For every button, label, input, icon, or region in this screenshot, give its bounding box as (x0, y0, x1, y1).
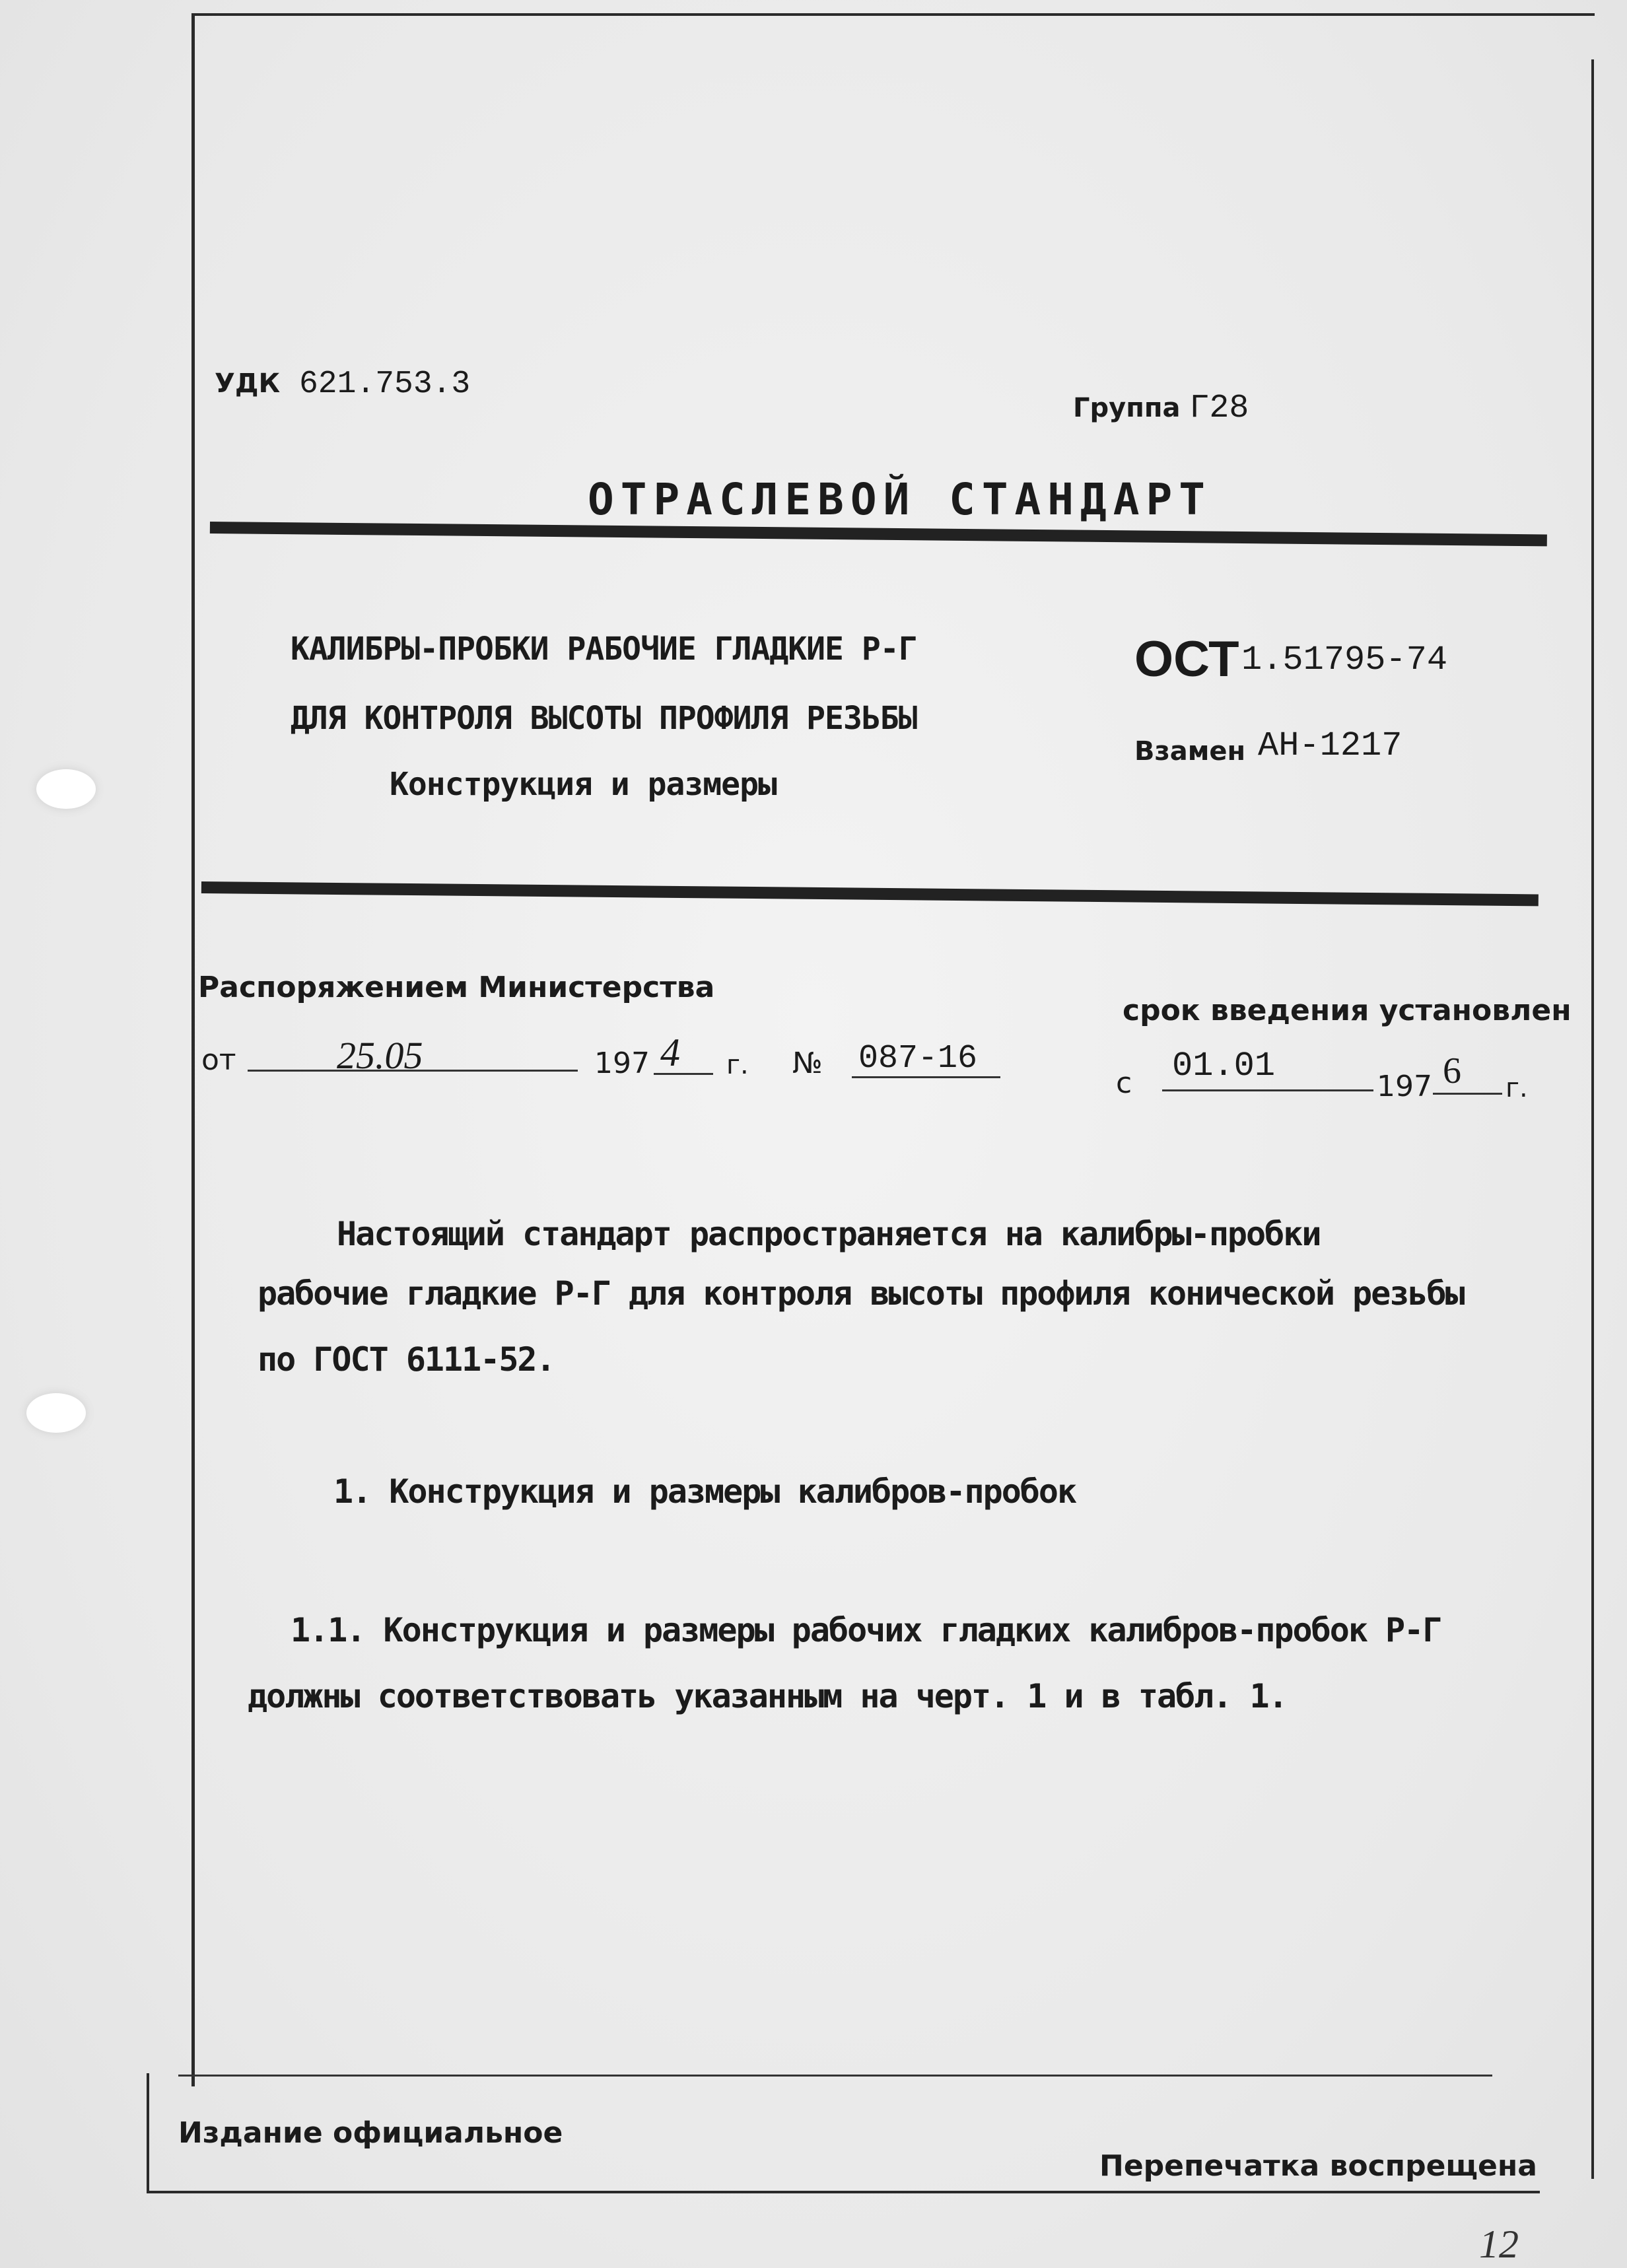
ost-number: 1.51795-74 (1241, 640, 1448, 679)
standard-type-heading: ОТРАСЛЕВОЙ СТАНДАРТ (588, 474, 1212, 525)
document-title-line1: КАЛИБРЫ-ПРОБКИ РАБОЧИЕ ГЛАДКИЕ Р-Г (291, 631, 917, 668)
udk-code: УДК 621.753.3 (215, 366, 471, 402)
introduction-from-label: с (1116, 1066, 1132, 1100)
replaces-value: АН-1217 (1258, 726, 1402, 765)
introduction-date: 01.01 (1172, 1047, 1276, 1085)
introduction-date-underline (1162, 1089, 1373, 1091)
body-paragraph-line: Настоящий стандарт распространяется на калибры-пробки (337, 1215, 1321, 1253)
introduction-year-underline (1433, 1093, 1502, 1095)
order-year-digit: 4 (660, 1031, 680, 1074)
order-year-suffix: г. (726, 1050, 749, 1080)
reprint-prohibited-note: Перепечатка воспрещена (1099, 2149, 1537, 2183)
introduction-year-digit: 6 (1443, 1050, 1461, 1091)
footer-divider (178, 2075, 1492, 2077)
body-paragraph-line: по ГОСТ 6111-52. (258, 1340, 555, 1379)
frame-border-left-lower (147, 2073, 149, 2192)
document-subtitle: Конструкция и размеры (390, 766, 777, 803)
replaces-label: Взамен (1134, 736, 1246, 767)
heading-rule-top (210, 522, 1547, 546)
body-paragraph-line: должны соответствовать указанным на черт. 1 и в табл. 1. (248, 1677, 1287, 1715)
punch-hole (36, 769, 96, 809)
document-title-line2: ДЛЯ КОНТРОЛЯ ВЫСОТЫ ПРОФИЛЯ РЕЗЬБЫ (291, 700, 917, 737)
frame-border-top (191, 13, 1595, 16)
body-paragraph-line: 1.1. Конструкция и размеры рабочих гладких калибров-пробок Р-Г (291, 1611, 1441, 1649)
ost-label: ОСТ (1134, 631, 1239, 687)
official-edition-note: Издание официальное (178, 2116, 563, 2150)
section-heading: 1. Конструкция и размеры калибров-пробок (333, 1472, 1076, 1511)
frame-border-left (191, 13, 195, 2086)
order-year-prefix: 197 (594, 1047, 650, 1080)
heading-rule-bottom (201, 881, 1539, 906)
body-paragraph-line: рабочие гладкие Р-Г для контроля высоты профиля конической резьбы (258, 1274, 1464, 1313)
order-number: 087-16 (858, 1040, 978, 1078)
order-date: 25.05 (337, 1034, 423, 1077)
frame-border-right (1591, 59, 1594, 2179)
introduction-year-suffix: г. (1506, 1073, 1528, 1103)
punch-hole (26, 1393, 86, 1433)
introduction-label: срок введения установлен (1123, 994, 1572, 1027)
ministry-order-label: Распоряжением Министерства (198, 971, 715, 1004)
frame-border-bottom (147, 2191, 1540, 2193)
page-number: 12 (1479, 2222, 1519, 2266)
group-code: Группа Г28 (1073, 390, 1249, 427)
order-from-label: от (201, 1043, 236, 1077)
order-number-label: № (792, 1047, 823, 1080)
introduction-year-prefix: 197 (1377, 1070, 1432, 1103)
